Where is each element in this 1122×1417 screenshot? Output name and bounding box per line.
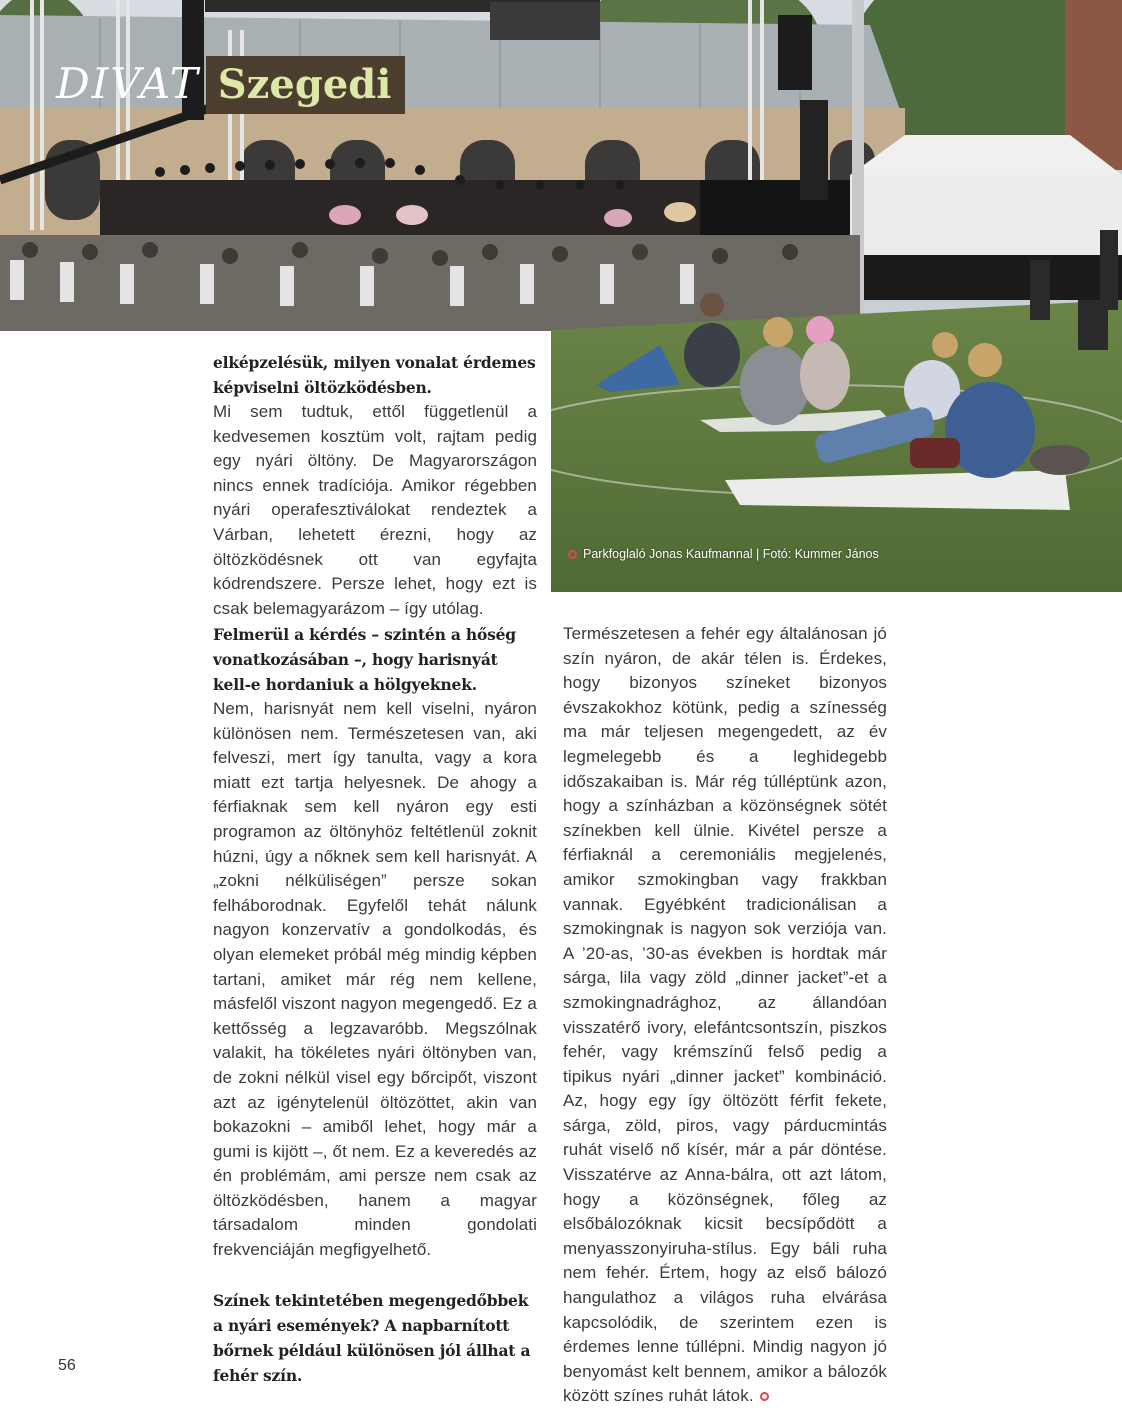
interview-question: elképzelésük, milyen vonalat érdemes képviselni öltözködésben.	[213, 353, 536, 397]
answer-text: Természetesen a fehér egy általánosan jó szín nyáron, de akár télen is. Érdekes, hogy bizonyos színeket bizonyos évszakokhoz kötünk, pedig a színesség ma már teljesen megengedett, az év legmelegebb és a leghidegebb időszakaiban is. Már rég túlléptünk azon, hogy a színházban a közönségnek sötét színekben kell ülnie. Kivétel persze a férfiaknál a ceremoniális megjelenés, amikor szmokingban vagy frakkban vannak. Egyébként tradicionálisan a szmokingnak is nagyon sok verziója van. A ’20-as, ’30-as években is hordtak már sárga, lila vagy zöld „dinner jacket”-et a szmokingnadrághoz, az állandóan visszatérő ivory, elefántcsontszín, piszkos fehér, vagy krémszínű felső pedig a tipikus nyári „dinner jacket” kombináció. Az, hogy egy így öltözött férfit fekete, sárga, zöld, piros, vagy párducmintás ruhát viselő nő kísér, már a pár döntése. Visszatérve az Anna-bálra, ott azt látom, hogy a közönségnek, főleg az elsőbálozóknak kicsit becsípődött a menyasszonyiruha-stílus. Egy báli ruha nem fehér. Értem, hogy az első bálozó hangulathoz a világos ruha elvárása kapcsolódik, de szerintem ezen is érdemes lenne túllépni. Mindig nagyon jó benyomást kelt bennem, amikor a bálozók között színes ruhát látok.	[563, 624, 887, 1406]
interview-question: Színek tekintetében megengedőbbek a nyári események? A napbarnított bőrnek például különösen jól állhat a fehér szín.	[213, 1290, 531, 1385]
caption-text: Parkfoglaló Jonas Kaufmannal | Fotó: Kummer János	[583, 547, 879, 561]
left-column-bottom	[213, 622, 537, 1388]
left-column-top	[213, 350, 537, 621]
section-header	[56, 55, 405, 114]
right-column	[563, 622, 887, 1409]
interview-answer: Nem, harisnyát nem kell viselni, nyáron különösen nem. Természetesen van, aki felveszi, mert így tanulta, vagy a kora miatt ezt tartja helyesnek. De ahogy a férfiaknak sem kell nyáron egy esti programon az öltönyhöz feltétlenül zoknit húzni, úgy a nőknek sem kell harisnyát. A „zokni nélküliségen” persze sokan felháborodnak. Egyfelől tehát nálunk nagyon konzervatív a gondolkodás, és olyan elemeket próbál még mindig képben tartani, amiket már rég nem kellene, másfelől viszont nagyon megengedő. Ez a kettősség a legzavaróbb. Megszólnak valakit, ha tökéletes nyári öltönyben van, de zokni nélkül visel egy bőrcipőt, viszont azt az igénytelenül öltözöttet, akin van bokazokni – amiből lehet, hogy már a gumi is kijött –, őt nem. Ez a keveredés az én problémám, ami persze nem csak az öltözködésben, hanem a magyar társadalom minden gondolati frekvenciáján megfigyelhető.	[213, 699, 537, 1260]
event-photo	[0, 0, 1122, 592]
interview-answer	[563, 622, 887, 1409]
photo-caption	[568, 547, 879, 561]
page-number: 56	[58, 1357, 76, 1374]
circle-icon	[568, 550, 577, 559]
magazine-logo: Szegedi	[206, 56, 406, 114]
interview-question: Felmerül a kérdés – szintén a hőség vonatkozásában –, hogy harisnyát kell-e hordaniuk a hölgyeknek.	[213, 625, 516, 694]
section-label: DIVAT	[56, 59, 200, 108]
end-circle-icon	[760, 1392, 769, 1401]
interview-answer: Mi sem tudtuk, ettől függetlenül a kedvesemen kosztüm volt, rajtam pedig egy nyári öltöny. De Magyarországon nincs ennek tradíciója. Amikor régebben nyári operafesztiválokat rendeztek a Várban, lehetett érezni, hogy az öltözködésnek ott van egyfajta kódrendszere. Persze lehet, hogy ezt is csak belemagyarázom – így utólag.	[213, 402, 537, 618]
